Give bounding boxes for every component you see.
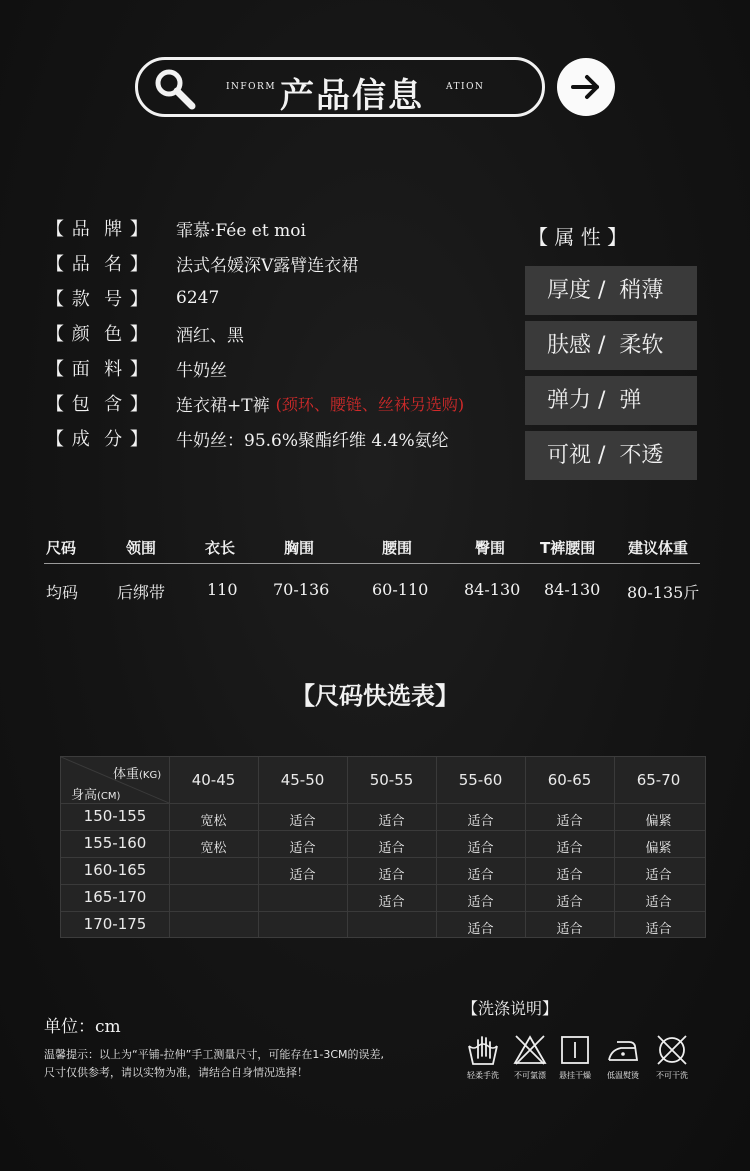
table-row [44,564,700,602]
info-note: (颈环、腰链、丝袜另选购) [275,394,465,414]
weight-header: 40-45 [191,771,236,789]
column-header: 尺码 [46,539,77,557]
wash-item [505,1034,555,1081]
weight-header: 60-65 [547,771,592,789]
info-value: 酒红、黑 [176,325,244,346]
corner-weight-label: 体重(KG) [113,767,162,782]
column-header: 领围 [126,539,157,557]
fit-cell: 适合 [289,841,316,856]
quick-select-grid [60,756,706,938]
size-table [44,530,700,602]
info-key: 【 成 分 】 [46,429,149,450]
fit-cell: 适合 [378,841,405,856]
wash-item [458,1034,508,1081]
info-value: 6247 [176,288,220,308]
table-cell: 84-130 [544,580,601,599]
info-row-color [46,318,244,348]
fit-cell: 适合 [378,895,405,910]
info-key: 【 颜 色 】 [46,324,149,345]
height-header: 160-165 [83,861,147,879]
table-cell: 80-135斤 [627,583,700,602]
info-key: 【 面 料 】 [46,359,149,380]
wash-label: 悬挂干燥 [559,1071,591,1080]
fit-cell: 适合 [467,895,494,910]
height-header: 150-155 [83,807,147,825]
fit-cell: 适合 [378,814,405,829]
page-title: 产品信息 [280,76,424,116]
fit-cell: 偏紧 [645,814,672,829]
grid-line [61,884,705,885]
header-banner [135,57,545,117]
info-row-composition [46,423,449,453]
wash-label: 不可干洗 [656,1071,688,1080]
grid-line [61,857,705,858]
tip-line: 尺寸仅供参考，请以实物为准，请结合自身情况选择！ [44,1066,308,1079]
hand-wash-icon [466,1034,500,1066]
height-header: 170-175 [83,915,147,933]
attribute-elasticity: 弹力 / 弹 [525,376,697,425]
fit-cell: 适合 [556,868,583,883]
info-row-fabric [46,353,227,383]
info-key: 【 品 名 】 [46,254,149,275]
size-table-header [44,530,700,564]
fit-cell: 适合 [556,895,583,910]
banner-left-word: INFORM [226,82,277,92]
column-header: T裤腰围 [540,539,596,557]
fit-cell: 适合 [645,922,672,937]
table-cell: 84-130 [464,580,521,599]
height-header: 155-160 [83,834,147,852]
next-button[interactable] [557,58,615,116]
tip-line: 温馨提示：以上为“平铺-拉伸”手工测量尺寸，可能存在1-3CM的误差, [44,1048,384,1061]
wash-item [598,1034,648,1081]
weight-header: 65-70 [636,771,681,789]
grid-line [61,911,705,912]
search-icon [152,66,198,112]
unit-label: 单位：cm [44,1017,121,1037]
info-key: 【 款 号 】 [46,289,149,310]
low-iron-icon [605,1034,641,1066]
wash-label: 低温熨烫 [607,1071,639,1080]
info-row-style-number [46,283,219,313]
arrow-right-icon [569,70,603,104]
wash-item [550,1034,600,1081]
column-header: 腰围 [382,539,413,557]
fit-cell: 适合 [645,895,672,910]
fit-cell: 适合 [467,841,494,856]
wash-label: 不可氯漂 [514,1071,546,1080]
fit-cell: 偏紧 [645,841,672,856]
fit-cell: 适合 [467,922,494,937]
info-value: 法式名媛深V露臂连衣裙 [176,255,359,276]
fit-cell: 适合 [556,841,583,856]
info-value: 连衣裙+T裤 [176,395,270,416]
grid-line [61,803,705,804]
table-cell: 60-110 [372,580,429,599]
fit-cell: 适合 [467,868,494,883]
measurement-tip [44,1046,454,1082]
column-header: 胸围 [284,539,315,557]
grid-line [61,830,705,831]
weight-header: 55-60 [458,771,503,789]
table-cell: 70-136 [273,580,330,599]
quick-select-title: 【尺码快选表】 [291,682,459,710]
info-row-name [46,248,358,278]
info-row-brand [46,213,306,243]
banner-right-word: ATION [446,82,485,92]
info-value: 牛奶丝 [176,360,227,381]
info-key: 【 品 牌 】 [46,219,149,240]
height-header: 165-170 [83,888,147,906]
attributes-title: 【 属 性 】 [528,225,628,249]
weight-header: 50-55 [369,771,414,789]
fit-cell: 适合 [289,814,316,829]
no-bleach-icon [513,1034,547,1066]
wash-label: 轻柔手洗 [467,1071,499,1080]
attribute-thickness: 厚度 / 稍薄 [525,266,697,315]
column-header: 臀围 [475,539,506,557]
wash-title: 【洗涤说明】 [462,999,559,1018]
table-cell: 110 [207,580,238,599]
corner-height-label: 身高(CM) [71,788,121,803]
info-value: 牛奶丝：95.6%聚酯纤维 4.4%氨纶 [176,430,449,451]
fit-cell: 适合 [645,868,672,883]
fit-cell: 适合 [467,814,494,829]
info-row-includes [46,388,464,418]
fit-cell: 适合 [556,922,583,937]
table-cell: 均码 [46,583,79,602]
column-header: 衣长 [205,539,236,557]
wash-item [647,1034,697,1081]
fit-cell: 宽松 [200,814,227,829]
info-key: 【 包 含 】 [46,394,149,415]
table-cell: 后绑带 [117,583,166,602]
info-value: 霏慕·Fée et moi [176,220,306,241]
no-dry-clean-icon [655,1034,689,1066]
fit-cell: 适合 [289,868,316,883]
column-header: 建议体重 [628,539,689,557]
line-dry-icon [558,1034,592,1066]
fit-cell: 适合 [378,868,405,883]
weight-header: 45-50 [280,771,325,789]
fit-cell: 宽松 [200,841,227,856]
attribute-transparency: 可视 / 不透 [525,431,697,480]
fit-cell: 适合 [556,814,583,829]
attribute-feel: 肤感 / 柔软 [525,321,697,370]
